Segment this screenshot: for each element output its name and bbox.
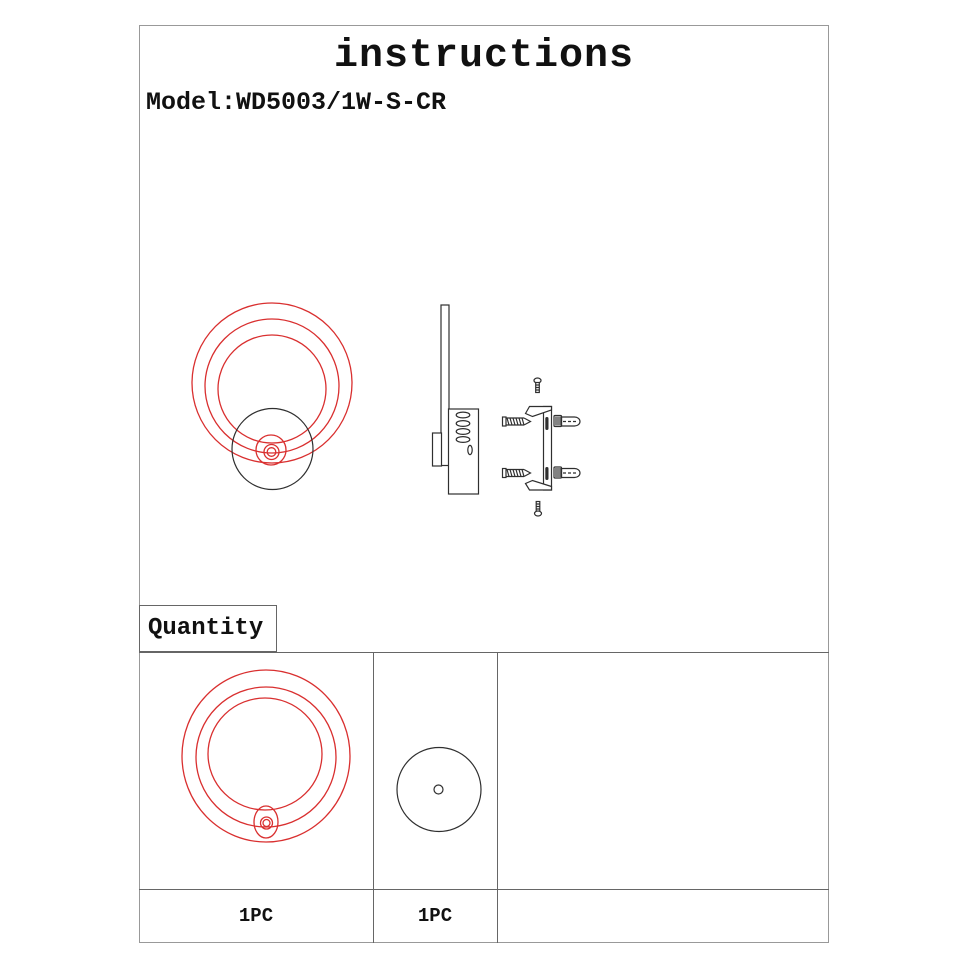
quantity-value-cell-2: 1PC — [417, 905, 453, 927]
table-column-divider-1 — [373, 652, 374, 943]
table-row-divider-line — [139, 889, 829, 890]
quantity-value-cell-1: 1PC — [238, 905, 274, 927]
page-title: instructions — [333, 34, 635, 79]
quantity-label: Quantity — [148, 615, 264, 642]
instruction-sheet-frame — [139, 25, 829, 943]
quantity-label-box — [139, 605, 277, 652]
model-number: Model:WD5003/1W-S-CR — [146, 88, 447, 117]
table-top-line — [139, 652, 829, 653]
table-column-divider-2 — [497, 652, 498, 943]
